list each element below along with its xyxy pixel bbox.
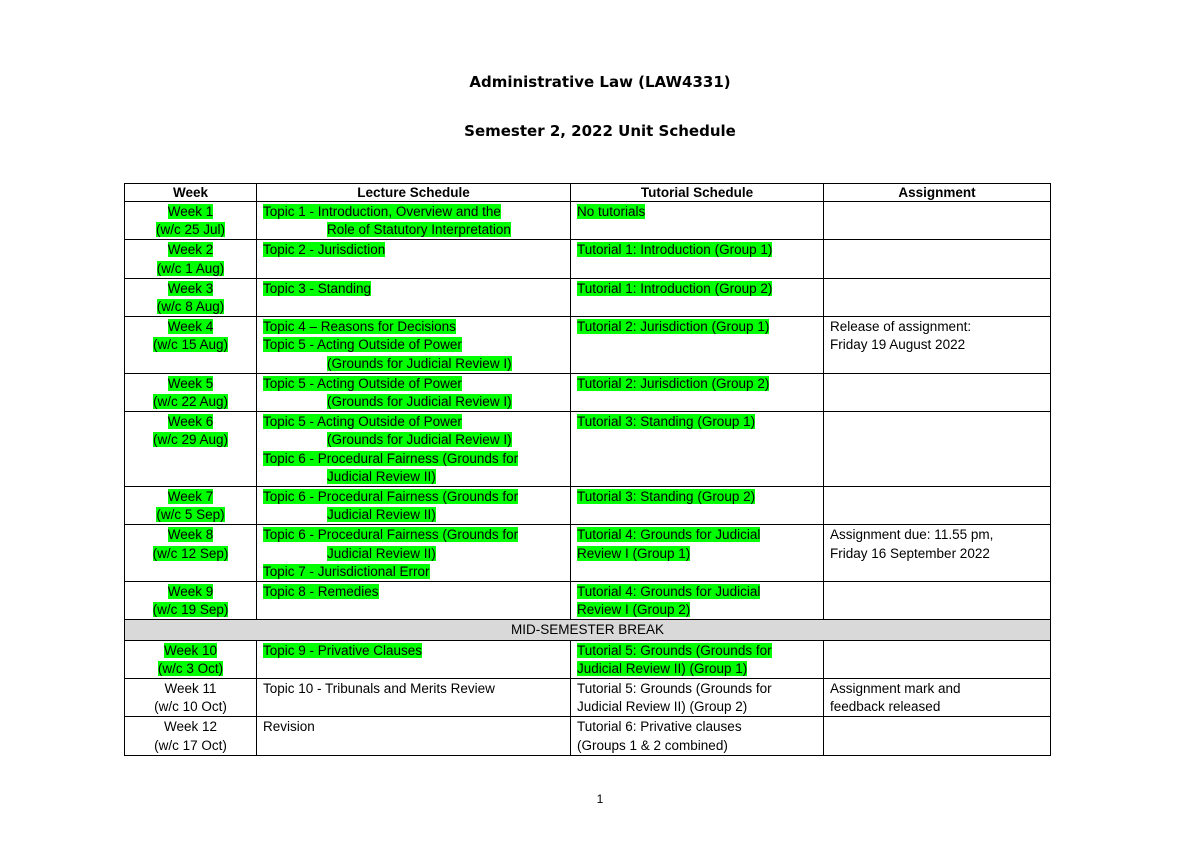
tutorial-entry: Review I (Group 1) bbox=[577, 545, 691, 561]
week-date: (w/c 12 Sep) bbox=[152, 545, 229, 561]
assignment-note: Release of assignment: bbox=[830, 319, 972, 335]
table-header-row bbox=[125, 184, 1051, 202]
lecture-topic: Topic 6 - Procedural Fairness (Grounds for bbox=[263, 450, 519, 466]
lecture-topic: Topic 2 - Jurisdiction bbox=[263, 242, 386, 258]
lecture-topic: Topic 9 - Privative Clauses bbox=[263, 642, 423, 658]
week-cell bbox=[125, 278, 257, 316]
lecture-cell bbox=[257, 717, 571, 755]
week-date: (w/c 10 Oct) bbox=[154, 699, 227, 715]
lecture-topic: Revision bbox=[263, 719, 315, 735]
week-date: (w/c 29 Aug) bbox=[152, 432, 229, 448]
week-cell bbox=[125, 412, 257, 487]
week-cell bbox=[125, 487, 257, 525]
week-date: (w/c 19 Sep) bbox=[152, 602, 229, 618]
lecture-topic: Topic 6 - Procedural Fairness (Grounds for bbox=[263, 527, 519, 543]
tutorial-entry: Tutorial 3: Standing (Group 1) bbox=[577, 414, 756, 430]
tutorial-cell bbox=[571, 582, 824, 620]
lecture-topic: Topic 5 - Acting Outside of Power bbox=[263, 375, 462, 391]
break-row bbox=[125, 620, 1051, 640]
week-label: Week 2 bbox=[167, 242, 214, 258]
tutorial-cell bbox=[571, 525, 824, 582]
table-row bbox=[125, 717, 1051, 755]
lecture-cell bbox=[257, 240, 571, 278]
lecture-cell bbox=[257, 412, 571, 487]
week-date: (w/c 25 Jul) bbox=[155, 222, 226, 238]
tutorial-entry: Tutorial 3: Standing (Group 2) bbox=[577, 489, 756, 505]
table-row bbox=[125, 525, 1051, 582]
week-label: Week 9 bbox=[167, 584, 214, 600]
week-date: (w/c 8 Aug) bbox=[156, 299, 225, 315]
week-date: (w/c 22 Aug) bbox=[152, 394, 229, 410]
mid-semester-break: MID-SEMESTER BREAK bbox=[125, 620, 1051, 640]
week-cell bbox=[125, 317, 257, 374]
week-cell bbox=[125, 373, 257, 411]
week-cell bbox=[125, 640, 257, 678]
tutorial-entry: No tutorials bbox=[577, 204, 646, 219]
assignment-cell bbox=[824, 679, 1051, 717]
tutorial-entry: Review I (Group 2) bbox=[577, 602, 691, 618]
week-label: Week 7 bbox=[167, 489, 214, 505]
tutorial-entry: Tutorial 6: Privative clauses bbox=[577, 719, 742, 735]
lecture-topic: Judicial Review II) bbox=[327, 468, 436, 484]
tutorial-entry: Tutorial 2: Jurisdiction (Group 1) bbox=[577, 319, 770, 335]
header-tutorial-schedule: Tutorial Schedule bbox=[571, 184, 824, 202]
week-label: Week 8 bbox=[167, 527, 214, 543]
lecture-topic: (Grounds for Judicial Review I) bbox=[327, 355, 512, 371]
lecture-cell bbox=[257, 525, 571, 582]
table-row bbox=[125, 317, 1051, 374]
assignment-cell bbox=[824, 317, 1051, 374]
week-date: (w/c 3 Oct) bbox=[157, 660, 224, 676]
tutorial-entry: Judicial Review II) (Group 1) bbox=[577, 660, 748, 676]
table-row bbox=[125, 202, 1051, 240]
assignment-cell bbox=[824, 278, 1051, 316]
week-date: (w/c 5 Sep) bbox=[156, 507, 225, 523]
lecture-topic: Role of Statutory Interpretation bbox=[327, 222, 511, 238]
table-row bbox=[125, 487, 1051, 525]
week-date: (w/c 15 Aug) bbox=[152, 337, 229, 353]
header-lecture-schedule: Lecture Schedule bbox=[257, 184, 571, 202]
assignment-cell bbox=[824, 412, 1051, 487]
header-week: Week bbox=[125, 184, 257, 202]
tutorial-cell bbox=[571, 317, 824, 374]
tutorial-entry: Tutorial 2: Jurisdiction (Group 2) bbox=[577, 375, 770, 391]
lecture-cell bbox=[257, 202, 571, 240]
tutorial-entry: Tutorial 4: Grounds for Judicial bbox=[577, 527, 761, 543]
lecture-topic: Topic 8 - Remedies bbox=[263, 584, 379, 600]
unit-schedule-table bbox=[124, 183, 1051, 756]
tutorial-entry: Tutorial 5: Grounds (Grounds for bbox=[577, 681, 772, 697]
lecture-topic: Topic 5 - Acting Outside of Power bbox=[263, 414, 462, 430]
tutorial-cell bbox=[571, 640, 824, 678]
week-cell bbox=[125, 717, 257, 755]
lecture-topic: Topic 7 - Jurisdictional Error bbox=[263, 563, 430, 579]
week-date: (w/c 1 Aug) bbox=[156, 260, 225, 276]
assignment-note: feedback released bbox=[830, 699, 941, 715]
week-label: Week 12 bbox=[163, 719, 218, 735]
assignment-cell bbox=[824, 373, 1051, 411]
table-row bbox=[125, 640, 1051, 678]
week-date: (w/c 17 Oct) bbox=[154, 737, 227, 753]
lecture-cell bbox=[257, 487, 571, 525]
lecture-cell bbox=[257, 640, 571, 678]
week-cell bbox=[125, 582, 257, 620]
assignment-cell bbox=[824, 240, 1051, 278]
lecture-topic: Topic 1 - Introduction, Overview and the bbox=[263, 204, 501, 219]
assignment-note: Friday 19 August 2022 bbox=[830, 337, 966, 353]
table-row bbox=[125, 278, 1051, 316]
lecture-topic: Judicial Review II) bbox=[327, 545, 436, 561]
lecture-cell bbox=[257, 278, 571, 316]
assignment-cell bbox=[824, 202, 1051, 240]
assignment-cell bbox=[824, 640, 1051, 678]
page-number: 1 bbox=[596, 792, 604, 806]
tutorial-entry: Tutorial 1: Introduction (Group 2) bbox=[577, 280, 773, 296]
lecture-topic: Topic 6 - Procedural Fairness (Grounds for bbox=[263, 489, 519, 505]
assignment-note: Assignment due: 11.55 pm, bbox=[830, 527, 994, 543]
tutorial-entry: Judicial Review II) (Group 2) bbox=[577, 699, 748, 715]
week-cell bbox=[125, 679, 257, 717]
tutorial-cell bbox=[571, 679, 824, 717]
table-row bbox=[125, 240, 1051, 278]
lecture-cell bbox=[257, 679, 571, 717]
lecture-topic: (Grounds for Judicial Review I) bbox=[327, 394, 512, 410]
lecture-cell bbox=[257, 582, 571, 620]
tutorial-cell bbox=[571, 278, 824, 316]
document-title: Administrative Law (LAW4331) bbox=[469, 73, 731, 91]
header-assignment: Assignment bbox=[824, 184, 1051, 202]
lecture-topic: Judicial Review II) bbox=[327, 507, 436, 523]
lecture-topic: Topic 4 – Reasons for Decisions bbox=[263, 319, 456, 335]
tutorial-cell bbox=[571, 202, 824, 240]
lecture-topic: Topic 10 - Tribunals and Merits Review bbox=[263, 681, 495, 697]
assignment-note: Friday 16 September 2022 bbox=[830, 545, 990, 561]
week-label: Week 11 bbox=[164, 681, 217, 697]
lecture-topic: Topic 3 - Standing bbox=[263, 280, 372, 296]
tutorial-cell bbox=[571, 240, 824, 278]
week-label: Week 5 bbox=[167, 375, 214, 391]
lecture-cell bbox=[257, 317, 571, 374]
week-label: Week 3 bbox=[167, 280, 214, 296]
tutorial-entry: Tutorial 5: Grounds (Grounds for bbox=[577, 642, 772, 658]
assignment-note: Assignment mark and bbox=[830, 681, 961, 697]
week-cell bbox=[125, 240, 257, 278]
table-row bbox=[125, 412, 1051, 487]
lecture-cell bbox=[257, 373, 571, 411]
assignment-cell bbox=[824, 525, 1051, 582]
tutorial-entry: Tutorial 1: Introduction (Group 1) bbox=[577, 242, 773, 258]
tutorial-cell bbox=[571, 717, 824, 755]
tutorial-cell bbox=[571, 487, 824, 525]
week-cell bbox=[125, 202, 257, 240]
week-label: Week 6 bbox=[167, 414, 214, 430]
document-subtitle: Semester 2, 2022 Unit Schedule bbox=[464, 122, 736, 140]
table-row bbox=[125, 582, 1051, 620]
week-label: Week 1 bbox=[167, 204, 214, 219]
tutorial-entry: (Groups 1 & 2 combined) bbox=[577, 737, 728, 753]
week-cell bbox=[125, 525, 257, 582]
tutorial-cell bbox=[571, 373, 824, 411]
tutorial-cell bbox=[571, 412, 824, 487]
lecture-topic: (Grounds for Judicial Review I) bbox=[327, 432, 512, 448]
assignment-cell bbox=[824, 487, 1051, 525]
tutorial-entry: Tutorial 4: Grounds for Judicial bbox=[577, 584, 761, 600]
lecture-topic: Topic 5 - Acting Outside of Power bbox=[263, 337, 462, 353]
assignment-cell bbox=[824, 717, 1051, 755]
assignment-cell bbox=[824, 582, 1051, 620]
week-label: Week 4 bbox=[167, 319, 214, 335]
table-row bbox=[125, 679, 1051, 717]
table-row bbox=[125, 373, 1051, 411]
week-label: Week 10 bbox=[163, 642, 218, 658]
